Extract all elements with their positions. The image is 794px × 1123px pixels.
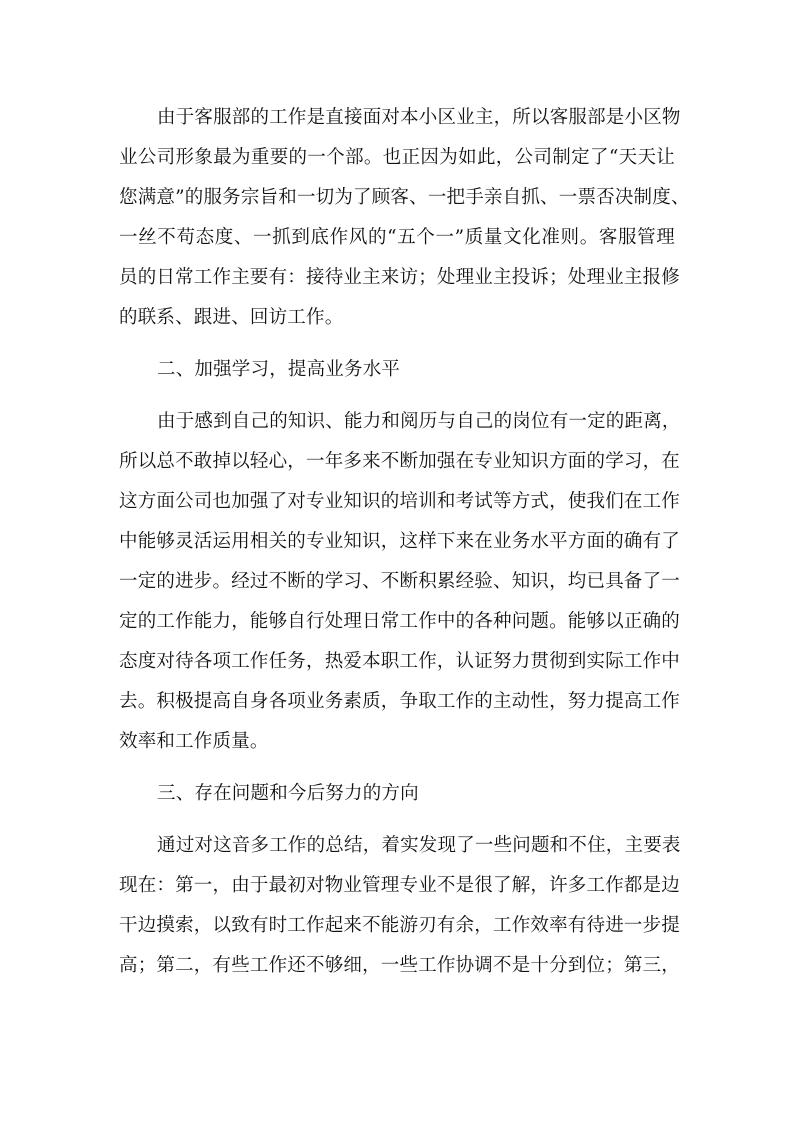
paragraph-2-line-8: 去。积极提高自身各项业务素质，争取工作的主动性，努力提高工作 xyxy=(119,691,681,712)
section-heading-2: 二、加强学习，提高业务水平 xyxy=(157,359,401,380)
section-heading-3: 三、存在问题和今后努力的方向 xyxy=(157,783,419,804)
paragraph-3-line-2: 现在：第一，由于最初对物业管理专业不是很了解，许多工作都是边 xyxy=(119,875,681,896)
paragraph-2-line-5: 一定的进步。经过不断的学习、不断积累经验、知识，均已具备了一 xyxy=(119,571,681,592)
paragraph-1-line-5: 员的日常工作主要有：接待业主来访；处理业主投诉；处理业主报修 xyxy=(119,267,681,288)
paragraph-2-line-6: 定的工作能力，能够自行处理日常工作中的各种问题。能够以正确的 xyxy=(119,611,681,632)
paragraph-2-line-7: 态度对待各项工作任务，热爱本职工作，认证努力贯彻到实际工作中 xyxy=(119,651,681,672)
paragraph-2-line-9: 效率和工作质量。 xyxy=(119,731,269,752)
paragraph-3-line-1: 通过对这音多工作的总结，着实发现了一些问题和不住，主要表 xyxy=(157,835,681,856)
paragraph-3-line-4: 高；第二，有些工作还不够细，一些工作协调不是十分到位；第三， xyxy=(119,955,681,976)
paragraph-3-line-3: 干边摸索，以致有时工作起来不能游刃有余，工作效率有待进一步提 xyxy=(119,915,681,936)
paragraph-1-line-3: 您满意”的服务宗旨和一切为了顾客、一把手亲自抓、一票否决制度、 xyxy=(119,187,690,208)
paragraph-2-line-1: 由于感到自己的知识、能力和阅历与自己的岗位有一定的距离， xyxy=(157,411,681,432)
paragraph-1-line-1: 由于客服部的工作是直接面对本小区业主，所以客服部是小区物 xyxy=(157,107,681,128)
paragraph-1-line-4: 一丝不苟态度、一抓到底作风的“五个一”质量文化准则。客服管理 xyxy=(119,227,675,248)
paragraph-2-line-3: 这方面公司也加强了对专业知识的培训和考试等方式，使我们在工作 xyxy=(119,491,681,512)
paragraph-1-line-2: 业公司形象最为重要的一个部。也正因为如此，公司制定了“天天让 xyxy=(119,147,675,168)
paragraph-2-line-2: 所以总不敢掉以轻心，一年多来不断加强在专业知识方面的学习，在 xyxy=(119,451,681,472)
paragraph-2-line-4: 中能够灵活运用相关的专业知识，这样下来在业务水平方面的确有了 xyxy=(119,531,681,552)
paragraph-1-line-6: 的联系、跟进、回访工作。 xyxy=(119,307,344,328)
